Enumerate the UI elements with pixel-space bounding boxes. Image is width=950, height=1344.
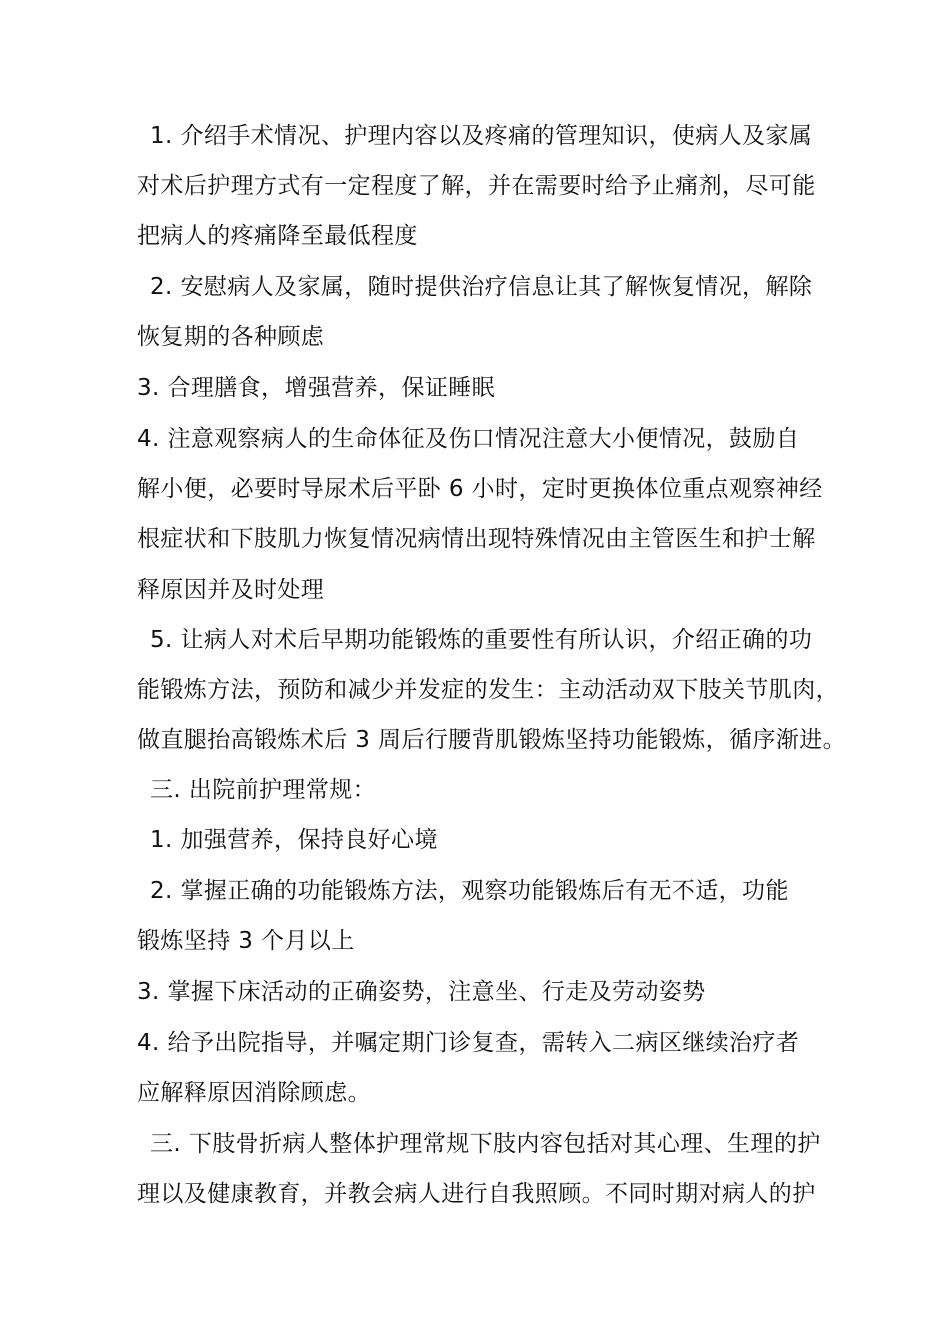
text-line: 理以及健康教育，并教会病人进行自我照顾。不同时期对病人的护 bbox=[137, 1181, 816, 1207]
text-line: 2. 掌握正确的功能锻炼方法，观察功能锻炼后有无不适，功能 bbox=[150, 878, 789, 904]
text-line: 5. 让病人对术后早期功能锻炼的重要性有所认识，介绍正确的功 bbox=[150, 627, 813, 653]
text-line: 3. 掌握下床活动的正确姿势，注意坐、行走及劳动姿势 bbox=[137, 979, 706, 1005]
section-heading: 三. 出院前护理常规： bbox=[150, 777, 377, 803]
text-line: 能锻炼方法，预防和减少并发症的发生：主动活动双下肢关节肌肉， bbox=[137, 677, 839, 703]
text-line: 根症状和下肢肌力恢复情况病情出现特殊情况由主管医生和护士解 bbox=[137, 526, 816, 552]
text-line: 1. 加强营养，保持良好心境 bbox=[150, 827, 438, 853]
section-heading: 三. 下肢骨折病人整体护理常规下肢内容包括对其心理、生理的护 bbox=[150, 1131, 821, 1157]
text-line: 恢复期的各种顾虑 bbox=[137, 324, 325, 350]
text-line: 做直腿抬高锻炼术后 3 周后行腰背肌锻炼坚持功能锻炼，循序渐进。 bbox=[137, 727, 847, 753]
text-line: 2. 安慰病人及家属，随时提供治疗信息让其了解恢复情况，解除 bbox=[150, 274, 813, 300]
text-line: 1. 介绍手术情况、护理内容以及疼痛的管理知识，使病人及家属 bbox=[150, 123, 813, 149]
text-line: 对术后护理方式有一定程度了解，并在需要时给予止痛剂，尽可能 bbox=[137, 173, 816, 199]
text-line: 应解释原因消除顾虑。 bbox=[137, 1080, 371, 1106]
text-line: 4. 给予出院指导，并嘱定期门诊复查，需转入二病区继续治疗者 bbox=[137, 1030, 800, 1056]
text-line: 锻炼坚持 3 个月以上 bbox=[137, 928, 355, 954]
text-line: 解小便，必要时导尿术后平卧 6 小时，定时更换体位重点观察神经 bbox=[137, 476, 823, 502]
text-line: 3. 合理膳食，增强营养，保证睡眠 bbox=[137, 375, 496, 401]
text-line: 释原因并及时处理 bbox=[137, 577, 325, 603]
text-line: 4. 注意观察病人的生命体征及伤口情况注意大小便情况，鼓励自 bbox=[137, 426, 800, 452]
text-line: 把病人的疼痛降至最低程度 bbox=[137, 223, 418, 249]
